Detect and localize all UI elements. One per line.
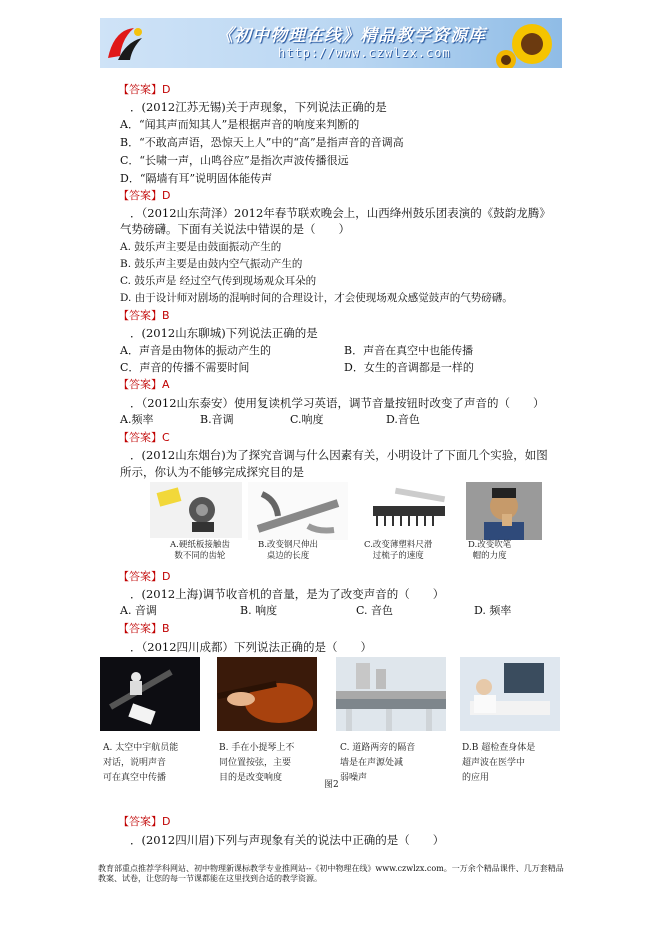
answer-label: 【答案】D (118, 189, 171, 202)
question-text: ．（2012山东菏泽）2012年春节联欢晚会上，山西绛州鼓乐团表演的《鼓韵龙腾》 (130, 206, 551, 220)
astronaut-space-image (100, 657, 200, 731)
figure2-caption-d: D.B 超检查身体是 超声波在医学中 的应用 (462, 743, 536, 783)
answer-label: 【答案】D (118, 815, 171, 828)
figure2-label: 图2 (324, 780, 339, 790)
option-text: B．“不敢高声语，恐惊天上人”中的“高”是指声音的音调高 (120, 136, 404, 149)
header-banner (100, 18, 562, 68)
header-title: 《初中物理在线》精品教学资源库 (216, 26, 486, 46)
figure-caption-a: A.硬纸板接触齿 数不同的齿轮 (170, 540, 230, 561)
question-text: 气势磅礴。下面有关说法中错误的是（ ） (120, 222, 350, 236)
answer-label: 【答案】A (118, 378, 170, 391)
figure-caption-d: D.改变吹笔 帽的力度 (468, 540, 512, 561)
figure2-caption-a: A. 太空中宇航员能 对话，说明声音 可在真空中传播 (103, 743, 179, 783)
header-url: http://www.czwlzx.com (278, 46, 451, 60)
option-text: C.响度 (290, 413, 324, 426)
answer-label: 【答案】B (118, 309, 170, 322)
option-text: D.音色 (386, 413, 420, 426)
answer-label: 【答案】B (118, 622, 170, 635)
question-text: ．（2012四川成都）下列说法正确的是（ ） (130, 640, 373, 654)
option-text: D．“隔墙有耳”说明固体能传声 (120, 172, 273, 185)
option-text: C. 鼓乐声是 经过空气传到现场观众耳朵的 (120, 275, 317, 287)
option-text: B. 响度 (240, 604, 278, 617)
question-text: ．(2012上海)调节收音机的音量，是为了改变声音的（ ） (130, 587, 445, 601)
gear-experiment-image (150, 482, 242, 538)
option-text: A．“闻其声而知其人”是根据声音的响度来判断的 (120, 118, 360, 131)
boy-blowing-pen-cap-image (466, 482, 542, 540)
b-ultrasound-image (460, 657, 560, 731)
answer-label: 【答案】D (118, 570, 171, 583)
option-text: A.频率 (120, 413, 154, 426)
figure-caption-b: B.改变钢尺伸出 桌边的长度 (258, 540, 318, 561)
answer-label: 【答案】C (118, 431, 170, 444)
site-logo (104, 24, 146, 64)
figure-caption-c: C.改变薄塑料尺滑 过梳子的速度 (364, 540, 433, 561)
answer-label: 【答案】D (118, 83, 171, 96)
option-text: C．“长啸一声，山鸣谷应”是指次声波传播很远 (120, 154, 349, 167)
question-text: ．（2012山东泰安）使用复读机学习英语，调节音量按钮时改变了声音的（ ） (130, 396, 545, 410)
question-text: 所示，你认为不能够完成探究目的是 (120, 465, 304, 479)
option-text: D. 由于设计师对剧场的混响时间的合理设计，才会使现场观众感觉鼓声的气势磅礴。 (120, 292, 513, 304)
option-text: C. 音色 (356, 604, 394, 617)
violin-image (217, 657, 317, 731)
option-text: D. 频率 (474, 604, 512, 617)
figure2-caption-b: B. 手在小提琴上不 同位置按弦，主要 目的是改变响度 (219, 743, 295, 783)
question-text: ．(2012山东烟台)为了探究音调与什么因素有关，小明设计了下面几个实验，如图 (130, 448, 548, 462)
figure2-caption-c: C. 道路两旁的隔音 墙是在声源处减 弱噪声 (340, 743, 416, 783)
option-text: A. 音调 (120, 604, 157, 617)
option-text: D．女生的音调都是一样的 (344, 361, 474, 374)
option-text: A. 鼓乐声主要是由鼓面振动产生的 (120, 241, 282, 253)
option-text: A．声音是由物体的振动产生的 (120, 344, 271, 357)
comb-experiment-image (365, 482, 459, 538)
page-footer: 教育部重点推荐学科网站、初中物理新课标教学专业推网站--《初中物理在线》www.czwlzx.com。一万余个精品课件、几万套精品教案、试卷，让您的每一节课都能在这里找到合适的教学资源。 (98, 864, 564, 883)
question-text: ．(2012山东聊城)下列说法正确的是 (130, 326, 318, 340)
option-text: B.音调 (200, 413, 234, 426)
option-text: B. 鼓乐声主要是由鼓内空气振动产生的 (120, 258, 303, 270)
noise-barrier-image (336, 657, 446, 731)
question-text: ．(2012江苏无锡)关于声现象，下列说法正确的是 (130, 100, 387, 114)
ruler-experiment-image (248, 482, 348, 540)
option-text: C．声音的传播不需要时间 (120, 361, 250, 374)
sunflower-image (494, 20, 558, 68)
question-text: ．(2012四川眉)下列与声现象有关的说法中正确的是（ ） (130, 833, 445, 847)
option-text: B．声音在真空中也能传播 (344, 344, 474, 357)
